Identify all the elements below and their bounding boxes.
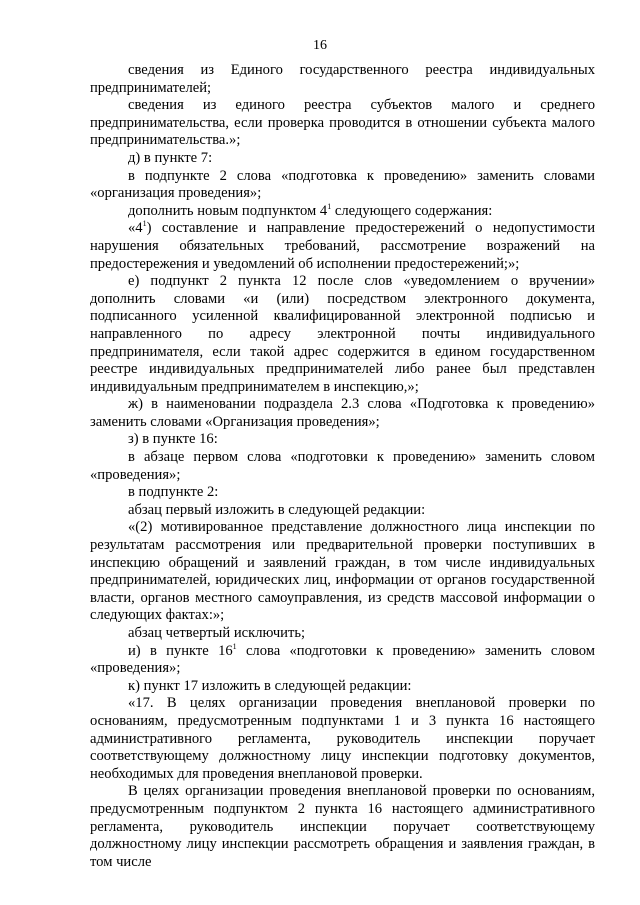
paragraph: д) в пункте 7:: [128, 149, 213, 166]
paragraph: в подпункте 2:: [128, 484, 219, 501]
paragraph: «(2) мотивированное представление должностного лица инспекции по результатам рассмотрения или предварительной проверки поступивших в инспекцию обращений и заявлений граждан, в том числе индивидуальных предпринимателей, юридических лиц, информации от органов государственной власти, органов местного самоуправления, из средств массовой информации о следующих фактах:»;: [90, 519, 595, 624]
paragraph: ж) в наименовании подраздела 2.3 слова «Подготовка к проведению» заменить словами «Организация проведения»;: [90, 396, 595, 430]
paragraph-text: слова «подготовки к проведению» заменить словом «проведения»;: [90, 642, 595, 677]
paragraph: з) в пункте 16:: [128, 431, 218, 448]
paragraph-text: и) в пункте 16: [128, 642, 233, 659]
paragraph: [90, 203, 595, 221]
page-number: 16: [313, 38, 327, 53]
document-body: [90, 62, 595, 871]
paragraph-text: дополнить новым подпунктом 4: [128, 202, 328, 219]
paragraph: сведения из единого реестра субъектов малого и среднего предпринимательства, если проверка проводится в отношении субъекта малого предпринимательства.»;: [90, 97, 595, 149]
superscript: 1: [327, 201, 332, 211]
paragraph: абзац четвертый исключить;: [128, 625, 306, 641]
paragraph: к) пункт 17 изложить в следующей редакции:: [128, 677, 412, 694]
paragraph: сведения из Единого государственного реестра индивидуальных предпринимателей;: [90, 62, 595, 96]
paragraph-text: следующего содержания:: [331, 202, 493, 219]
paragraph: абзац первый изложить в следующей редакции:: [128, 501, 426, 518]
superscript: 1: [232, 641, 237, 651]
paragraph: в абзаце первом слова «подготовки к проведению» заменить словом «проведения»;: [90, 449, 595, 483]
paragraph: е) подпункт 2 пункта 12 после слов «уведомлением о вручении» дополнить словами «и (или) посредством электронного документа, подписанного усиленной квалифицированной электронной подписью и направленного по адресу электронной почты индивидуального предпринимателя, если такой адрес содержится в едином государственном реестре индивидуальных предпринимателей либо ранее был представлен индивидуальным предпринимателем в инспекцию,»;: [90, 273, 595, 395]
paragraph: [90, 220, 595, 273]
paragraph-text: ) составление и направление предостережений о недопустимости нарушения обязательных требований, рассмотрение возражений на предостережения и уведомлений об исполнении предостережений;»;: [90, 220, 595, 272]
superscript: 1: [142, 219, 147, 229]
paragraph: В целях организации проведения внеплановой проверки по основаниям, предусмотренным подпунктом 2 пункта 16 настоящего административного регламента, руководитель инспекции поручает соответствующему должностному лицу инспекции рассмотреть обращения и заявления граждан, в том числе: [90, 783, 595, 870]
paragraph: в подпункте 2 слова «подготовка к проведению» заменить словами «организация проведения»;: [90, 167, 595, 202]
paragraph-text: «4: [128, 220, 143, 237]
paragraph: «17. В целях организации проведения внеплановой проверки по основаниям, предусмотренным подпунктами 1 и 3 пункта 16 настоящего административного регламента, руководитель инспекции поручает соответствующему должностному лицу инспекции подготовку документов, необходимых для проведения внеплановой проверки.: [90, 695, 595, 782]
paragraph: [90, 643, 595, 678]
